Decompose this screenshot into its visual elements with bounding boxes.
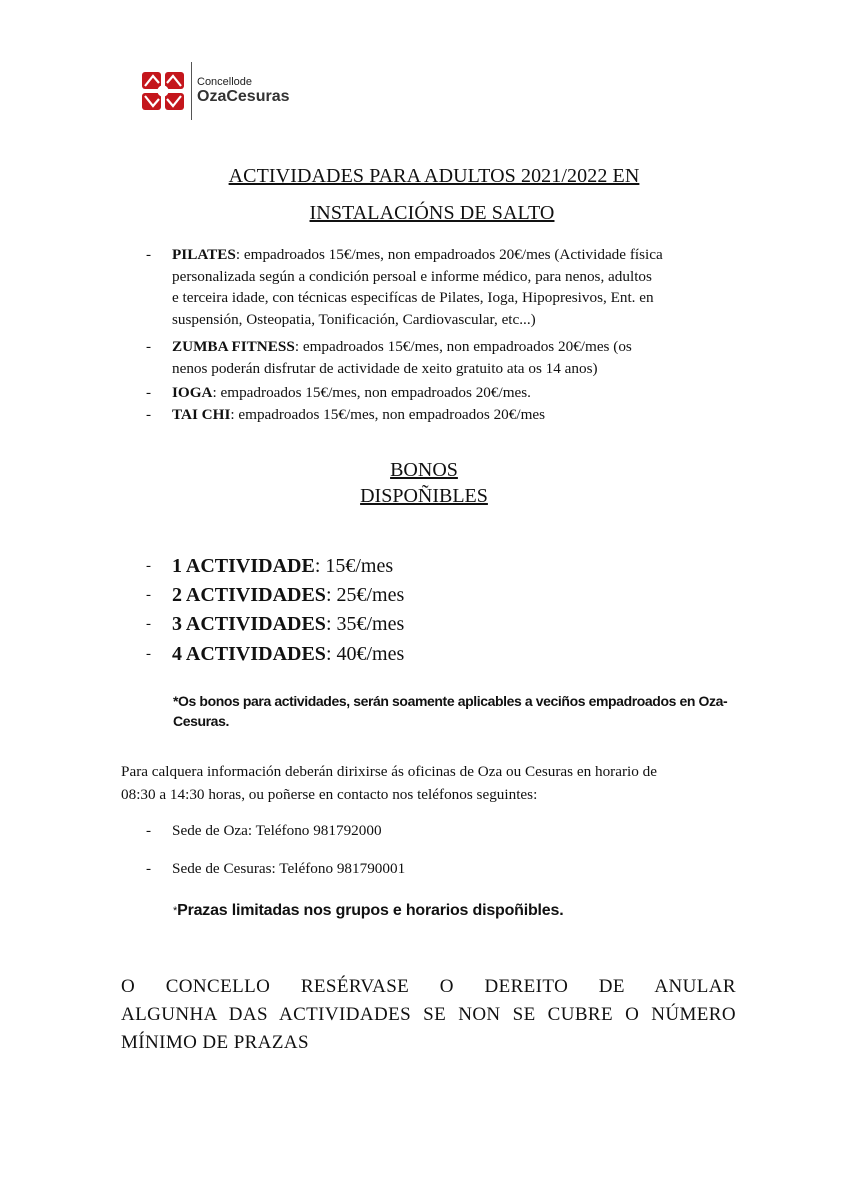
activity-name: ZUMBA FITNESS — [172, 338, 295, 355]
asterisk: * — [173, 905, 178, 917]
contact-text: Sede de Oza: Teléfono 981792000 — [172, 822, 382, 839]
contact-sede-oza — [146, 820, 382, 842]
bonos-heading-2: DISPOÑIBLES — [360, 485, 488, 507]
contact-text: Sede de Cesuras: Teléfono 981790001 — [172, 860, 406, 877]
bono-price: : 40€/mes — [325, 643, 405, 665]
bonos-note — [173, 691, 741, 731]
bonos-note-line-2: Cesuras. — [173, 713, 229, 729]
bono-price: : 35€/mes — [325, 613, 405, 635]
limited-places-text: Prazas limitadas nos grupos e horarios dispoñibles. — [177, 902, 564, 919]
list-dash: - — [146, 822, 152, 839]
list-dash: - — [146, 338, 152, 355]
activity-name: TAI CHI — [172, 406, 231, 423]
activity-line: nenos poderán disfrutar de actividade de xeito gratuito ata os 14 anos) — [172, 359, 598, 377]
bono-item — [146, 581, 404, 609]
final-line-3: MÍNIMO DE PRAZAS — [121, 1032, 309, 1053]
bono-price: : 25€/mes — [325, 584, 405, 606]
list-dash: - — [146, 616, 151, 632]
activity-line: suspensión, Osteopatia, Tonificación, Cardiovascular, etc...) — [172, 310, 536, 328]
concello-logo — [141, 62, 290, 120]
bono-label: 4 ACTIVIDADES — [172, 643, 326, 665]
logo-line-1: Concellode — [197, 76, 253, 88]
bono-item — [146, 640, 404, 668]
activity-text — [172, 244, 721, 266]
activity-text — [172, 382, 721, 404]
activity-line: personalizada según a condición persoal e informe médico, para nenos, adultos — [172, 267, 652, 285]
list-dash: - — [146, 587, 151, 603]
activity-name: IOGA — [172, 384, 213, 401]
list-dash: - — [146, 406, 152, 423]
final-line-2: ALGUNHA DAS ACTIVIDADES SE NON SE CUBRE O NÚMERO — [121, 1004, 736, 1025]
bono-item — [146, 610, 404, 638]
final-notice — [121, 973, 736, 1057]
list-dash: - — [146, 246, 152, 263]
bono-label: 1 ACTIVIDADE — [172, 555, 315, 577]
contact-sede-cesuras — [146, 858, 405, 880]
limited-places-note — [173, 900, 563, 922]
activity-text — [172, 336, 721, 358]
info-line-2: 08:30 a 14:30 horas, ou poñerse en contacto nos teléfonos seguintes: — [121, 786, 538, 803]
activity-line: : empadroados 15€/mes, non empadroados 20€/mes (Actividade física — [235, 246, 663, 263]
activity-zumba-fitness — [146, 336, 721, 379]
activity-tai-chi — [146, 404, 721, 426]
activity-text — [172, 404, 721, 426]
info-paragraph — [121, 760, 717, 806]
logo-line-2: OzaCesuras — [197, 88, 290, 105]
bonos-note-line-1: *Os bonos para actividades, serán soamente aplicables a veciños empadroados en Oza- — [173, 693, 728, 709]
activity-line: : empadroados 15€/mes, non empadroados 20€/mes (os — [294, 338, 632, 355]
final-line-1: O CONCELLO RESÉRVASE O DEREITO DE ANULAR — [121, 976, 736, 997]
concello-emblem-icon — [141, 71, 185, 111]
logo-divider — [191, 62, 192, 120]
list-dash: - — [146, 646, 151, 662]
activity-ioga — [146, 382, 721, 404]
list-dash: - — [146, 860, 152, 877]
bono-label: 2 ACTIVIDADES — [172, 584, 326, 606]
activity-line: e terceira idade, con técnicas especifícas de Pilates, Ioga, Hipopresivos, Ent. en — [172, 289, 654, 307]
activity-line: : empadroados 15€/mes, non empadroados 20€/mes. — [212, 384, 531, 401]
bono-label: 3 ACTIVIDADES — [172, 613, 326, 635]
list-dash: - — [146, 384, 152, 401]
activity-line: : empadroados 15€/mes, non empadroados 20€/mes — [230, 406, 546, 423]
bono-item — [146, 552, 393, 580]
list-dash: - — [146, 558, 151, 574]
activity-pilates — [146, 244, 721, 330]
page-title-line-2: INSTALACIÓNS DE SALTO — [309, 202, 555, 224]
page-title-line-1: ACTIVIDADES PARA ADULTOS 2021/2022 EN — [228, 165, 640, 187]
bonos-heading-1: BONOS — [390, 459, 458, 481]
activity-name: PILATES — [172, 246, 236, 263]
info-line-1: Para calquera información deberán dirixirse ás oficinas de Oza ou Cesuras en horario de — [121, 763, 657, 780]
bono-price: : 15€/mes — [314, 555, 394, 577]
